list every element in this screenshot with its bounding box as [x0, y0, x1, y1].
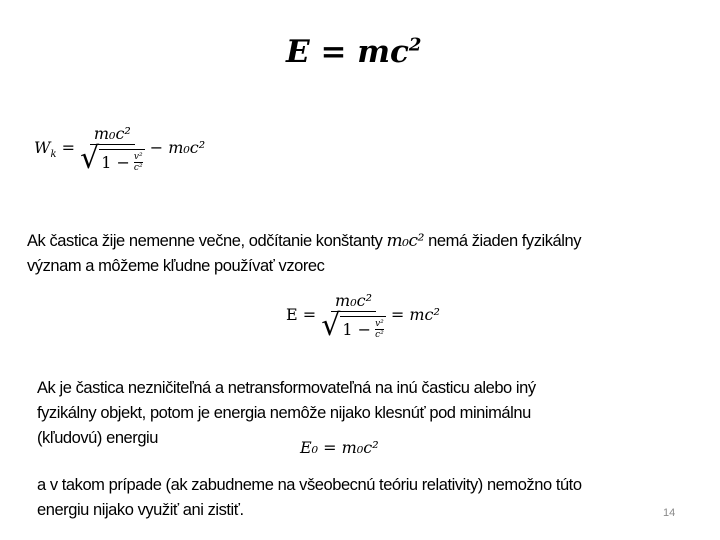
- text: Ak častica žije nemenne večne, odčítanie konštanty: [27, 232, 387, 250]
- text: význam a môžeme kľudne používať vzorec: [27, 257, 325, 275]
- text: fyzikálny objekt, potom je energia nemôže nijako klesnúť pod minimálnu: [37, 404, 531, 422]
- formula-equals: =: [320, 34, 347, 70]
- formula-tail: − m₀c²: [149, 138, 206, 157]
- numerator: m₀c²: [90, 124, 135, 145]
- paragraph-3: [37, 473, 582, 523]
- energy-formula: [286, 291, 440, 343]
- formula-lhs: E: [286, 34, 310, 70]
- sqrt-sign: √: [80, 141, 100, 176]
- text: (kľudovú) energiu: [37, 429, 158, 447]
- inline-formula: m₀c²: [386, 231, 424, 251]
- formula-tail: = mc²: [390, 305, 440, 324]
- formula-lhs: W: [34, 138, 51, 157]
- text: Ak je častica nezničiteľná a netransformovateľná na inú časticu alebo iný: [37, 379, 536, 397]
- sqrt-sign: √: [321, 308, 341, 343]
- fraction: [80, 124, 145, 176]
- page-number: 14: [663, 507, 676, 519]
- radicand-one: 1 −: [342, 320, 372, 339]
- paragraph-2: [37, 376, 536, 451]
- text: nemá žiaden fyzikálny: [424, 232, 582, 250]
- text: energiu nijako využiť ani zistiť.: [37, 501, 244, 519]
- radicand-one: 1 −: [101, 153, 130, 172]
- c-squared: c²: [375, 330, 384, 340]
- formula-lhs: E =: [286, 305, 317, 324]
- rest-energy-formula: E₀ = m₀c²: [300, 438, 379, 457]
- title-formula: [286, 34, 421, 70]
- kinetic-energy-formula: $W_k$ = m₀c² √ 1 − $\frac{\text{v²}}{\text{c²}}$ − m₀c²: [34, 124, 206, 176]
- numerator: m₀c²: [331, 291, 376, 312]
- paragraph-1: [27, 229, 581, 279]
- formula-subscript: k: [50, 149, 57, 161]
- formula-rhs: mc: [357, 34, 409, 70]
- v-squared: v²: [133, 152, 143, 162]
- text: a v takom prípade (ak zabudneme na všeobecnú teóriu relativity) nemožno túto: [37, 476, 582, 494]
- fraction: [321, 291, 386, 343]
- formula-exponent: 2: [408, 34, 422, 56]
- c-squared: c²: [133, 163, 143, 173]
- v-squared: v²: [375, 319, 384, 329]
